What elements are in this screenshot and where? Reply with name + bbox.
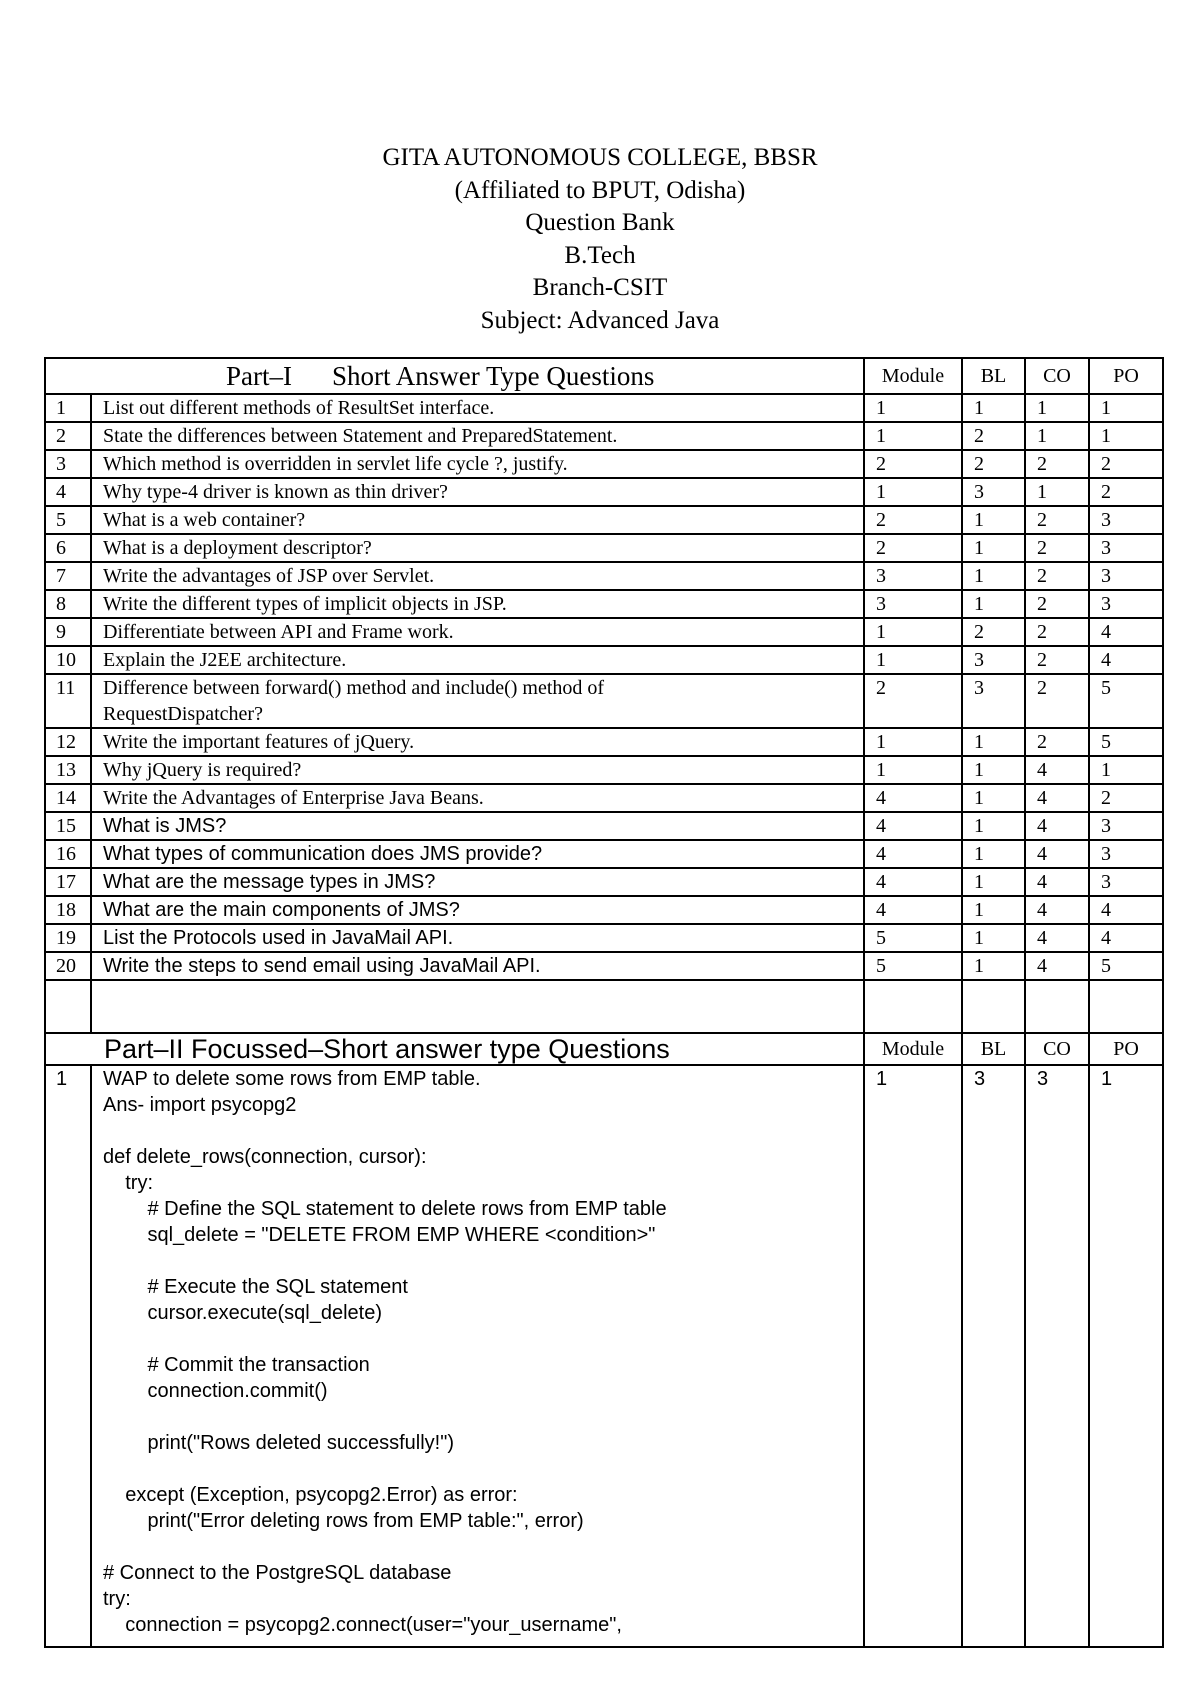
- question-row: [45, 812, 1163, 840]
- po-cell: 2: [1089, 478, 1163, 506]
- question-number: 16: [45, 840, 91, 868]
- module-cell: 4: [864, 896, 962, 924]
- po-cell: 3: [1089, 534, 1163, 562]
- question-text: What are the main components of JMS?: [91, 896, 864, 924]
- question-row: [45, 562, 1163, 590]
- module-cell: 1: [864, 394, 962, 422]
- question-text: Difference between forward() method and include() method of RequestDispatcher?: [91, 674, 864, 728]
- question-text: What is JMS?: [91, 812, 864, 840]
- question-row: [45, 450, 1163, 478]
- part2-title: Part–II Focussed–Short answer type Questions: [45, 1033, 864, 1065]
- bl-cell: 1: [962, 590, 1025, 618]
- question-number: 3: [45, 450, 91, 478]
- bl-cell: 1: [962, 840, 1025, 868]
- po-cell: 3: [1089, 506, 1163, 534]
- question-text: Write the Advantages of Enterprise Java Beans.: [91, 784, 864, 812]
- co-cell: 2: [1025, 618, 1089, 646]
- co-cell: 1: [1025, 422, 1089, 450]
- bl-cell: 2: [962, 618, 1025, 646]
- question-row: [45, 674, 1163, 728]
- module-cell: 2: [864, 674, 962, 728]
- module-cell: 2: [864, 534, 962, 562]
- bl-cell: 2: [962, 450, 1025, 478]
- co-cell: 4: [1025, 840, 1089, 868]
- part2-header-row: [45, 1033, 1163, 1065]
- part1-label: Part–I: [226, 361, 292, 391]
- question-number: 1: [45, 1065, 91, 1647]
- question-number: 9: [45, 618, 91, 646]
- question-row: [45, 924, 1163, 952]
- bl-cell: 3: [962, 1065, 1025, 1647]
- question-text: Why jQuery is required?: [91, 756, 864, 784]
- question-number: 6: [45, 534, 91, 562]
- po-column-header: PO: [1089, 1033, 1163, 1065]
- spacer-cell: [45, 980, 91, 1033]
- question-text: Differentiate between API and Frame work.: [91, 618, 864, 646]
- bl-cell: 3: [962, 674, 1025, 728]
- part1-title: [45, 358, 864, 394]
- co-cell: 4: [1025, 924, 1089, 952]
- module-cell: 1: [864, 422, 962, 450]
- module-cell: 4: [864, 784, 962, 812]
- po-cell: 5: [1089, 952, 1163, 980]
- question-text: List out different methods of ResultSet interface.: [91, 394, 864, 422]
- degree: B.Tech: [564, 241, 636, 269]
- question-number: 14: [45, 784, 91, 812]
- question-text: List the Protocols used in JavaMail API.: [91, 924, 864, 952]
- question-number: 12: [45, 728, 91, 756]
- question-text: What types of communication does JMS provide?: [91, 840, 864, 868]
- question-text: What are the message types in JMS?: [91, 868, 864, 896]
- question-row: [45, 618, 1163, 646]
- document-header: [0, 142, 1200, 338]
- question-number: 18: [45, 896, 91, 924]
- bl-cell: 1: [962, 784, 1025, 812]
- question-row: [45, 952, 1163, 980]
- module-cell: 1: [864, 618, 962, 646]
- question-row: [45, 478, 1163, 506]
- po-cell: 3: [1089, 812, 1163, 840]
- question-text: Write the important features of jQuery.: [91, 728, 864, 756]
- affiliation: (Affiliated to BPUT, Odisha): [454, 176, 746, 204]
- co-cell: 2: [1025, 646, 1089, 674]
- question-number: 2: [45, 422, 91, 450]
- bl-cell: 3: [962, 478, 1025, 506]
- co-cell: 4: [1025, 756, 1089, 784]
- part1-title-text: Short Answer Type Questions: [331, 361, 655, 391]
- bl-cell: 1: [962, 868, 1025, 896]
- question-text: Write the advantages of JSP over Servlet.: [91, 562, 864, 590]
- spacer-cell: [962, 980, 1025, 1033]
- part1-spacer-row: [45, 980, 1163, 1033]
- question-text: State the differences between Statement and PreparedStatement.: [91, 422, 864, 450]
- question-number: 17: [45, 868, 91, 896]
- bl-cell: 1: [962, 394, 1025, 422]
- question-row: [45, 534, 1163, 562]
- spacer-cell: [1025, 980, 1089, 1033]
- po-cell: 1: [1089, 756, 1163, 784]
- bl-cell: 1: [962, 756, 1025, 784]
- question-text: What is a deployment descriptor?: [91, 534, 864, 562]
- module-cell: 5: [864, 952, 962, 980]
- question-text: What is a web container?: [91, 506, 864, 534]
- co-cell: 4: [1025, 952, 1089, 980]
- co-cell: 4: [1025, 868, 1089, 896]
- question-row: [45, 394, 1163, 422]
- module-cell: 2: [864, 506, 962, 534]
- po-cell: 4: [1089, 924, 1163, 952]
- co-cell: 2: [1025, 506, 1089, 534]
- bl-cell: 1: [962, 952, 1025, 980]
- bl-cell: 2: [962, 422, 1025, 450]
- question-number: 10: [45, 646, 91, 674]
- module-cell: 3: [864, 590, 962, 618]
- co-cell: 4: [1025, 812, 1089, 840]
- module-cell: 4: [864, 868, 962, 896]
- po-cell: 1: [1089, 1065, 1163, 1647]
- spacer-cell: [1089, 980, 1163, 1033]
- module-cell: 1: [864, 1065, 962, 1647]
- po-cell: 2: [1089, 450, 1163, 478]
- question-number: 4: [45, 478, 91, 506]
- question-text: Why type-4 driver is known as thin driver?: [91, 478, 864, 506]
- question-row: [45, 868, 1163, 896]
- co-cell: 1: [1025, 478, 1089, 506]
- question-row: [45, 422, 1163, 450]
- co-cell: 2: [1025, 562, 1089, 590]
- question-number: 11: [45, 674, 91, 728]
- module-cell: 4: [864, 812, 962, 840]
- po-cell: 5: [1089, 674, 1163, 728]
- bl-cell: 1: [962, 812, 1025, 840]
- po-cell: 4: [1089, 646, 1163, 674]
- part1-header-row: [45, 358, 1163, 394]
- co-cell: 3: [1025, 1065, 1089, 1647]
- question-number: 1: [45, 394, 91, 422]
- module-column-header: Module: [864, 1033, 962, 1065]
- module-column-header: Module: [864, 358, 962, 394]
- question-number: 5: [45, 506, 91, 534]
- po-cell: 3: [1089, 562, 1163, 590]
- question-row: [45, 784, 1163, 812]
- question-row: [45, 506, 1163, 534]
- question-row: [45, 840, 1163, 868]
- po-column-header: PO: [1089, 358, 1163, 394]
- question-text: Explain the J2EE architecture.: [91, 646, 864, 674]
- question-text: Write the different types of implicit objects in JSP.: [91, 590, 864, 618]
- bl-cell: 3: [962, 646, 1025, 674]
- po-cell: 2: [1089, 784, 1163, 812]
- module-cell: 2: [864, 450, 962, 478]
- bl-column-header: BL: [962, 1033, 1025, 1065]
- document-type: Question Bank: [525, 209, 675, 237]
- question-number: 13: [45, 756, 91, 784]
- co-cell: 2: [1025, 534, 1089, 562]
- college-name: GITA AUTONOMOUS COLLEGE, BBSR: [382, 144, 818, 171]
- bl-cell: 1: [962, 924, 1025, 952]
- question-row: [45, 896, 1163, 924]
- question-text: Write the steps to send email using JavaMail API.: [91, 952, 864, 980]
- module-cell: 1: [864, 756, 962, 784]
- question-row: [45, 756, 1163, 784]
- co-column-header: CO: [1025, 1033, 1089, 1065]
- question-bank-table: [44, 357, 1164, 1648]
- spacer-cell: [91, 980, 864, 1033]
- co-cell: 1: [1025, 394, 1089, 422]
- po-cell: 4: [1089, 618, 1163, 646]
- po-cell: 3: [1089, 840, 1163, 868]
- co-column-header: CO: [1025, 358, 1089, 394]
- module-cell: 3: [864, 562, 962, 590]
- co-cell: 2: [1025, 450, 1089, 478]
- spacer-cell: [864, 980, 962, 1033]
- subject: Subject: Advanced Java: [480, 306, 720, 334]
- module-cell: 4: [864, 840, 962, 868]
- co-cell: 2: [1025, 590, 1089, 618]
- bl-cell: 1: [962, 506, 1025, 534]
- question-number: 19: [45, 924, 91, 952]
- part2-question-row: [45, 1065, 1163, 1647]
- bl-cell: 1: [962, 534, 1025, 562]
- bl-cell: 1: [962, 562, 1025, 590]
- question-row: [45, 646, 1163, 674]
- question-code: WAP to delete some rows from EMP table. Ans- import psycopg2 def delete_rows(connection, cursor): try: # Define the SQL statement to delete rows from EMP table sql_delete = "DELETE FROM EMP WHERE <condition>" # Execute the SQL statement cursor.execute(sql_delete) # Commit the transaction connection.commit() print("Rows deleted successfully!") except (Exception, psycopg2.Error) as error: print("Error deleting rows from EMP table:", error) # Connect to the PostgreSQL database try: connection = psycopg2.connect(user="your_username",: [91, 1065, 864, 1647]
- po-cell: 5: [1089, 728, 1163, 756]
- po-cell: 3: [1089, 590, 1163, 618]
- module-cell: 1: [864, 728, 962, 756]
- module-cell: 1: [864, 646, 962, 674]
- co-cell: 4: [1025, 896, 1089, 924]
- co-cell: 4: [1025, 784, 1089, 812]
- bl-cell: 1: [962, 896, 1025, 924]
- co-cell: 2: [1025, 728, 1089, 756]
- question-number: 8: [45, 590, 91, 618]
- question-row: [45, 590, 1163, 618]
- module-cell: 5: [864, 924, 962, 952]
- question-number: 7: [45, 562, 91, 590]
- po-cell: 1: [1089, 422, 1163, 450]
- question-text: Which method is overridden in servlet life cycle ?, justify.: [91, 450, 864, 478]
- branch: Branch-CSIT: [532, 274, 668, 302]
- module-cell: 1: [864, 478, 962, 506]
- po-cell: 4: [1089, 896, 1163, 924]
- po-cell: 3: [1089, 868, 1163, 896]
- question-number: 15: [45, 812, 91, 840]
- bl-cell: 1: [962, 728, 1025, 756]
- question-number: 20: [45, 952, 91, 980]
- bl-column-header: BL: [962, 358, 1025, 394]
- co-cell: 2: [1025, 674, 1089, 728]
- question-row: [45, 728, 1163, 756]
- po-cell: 1: [1089, 394, 1163, 422]
